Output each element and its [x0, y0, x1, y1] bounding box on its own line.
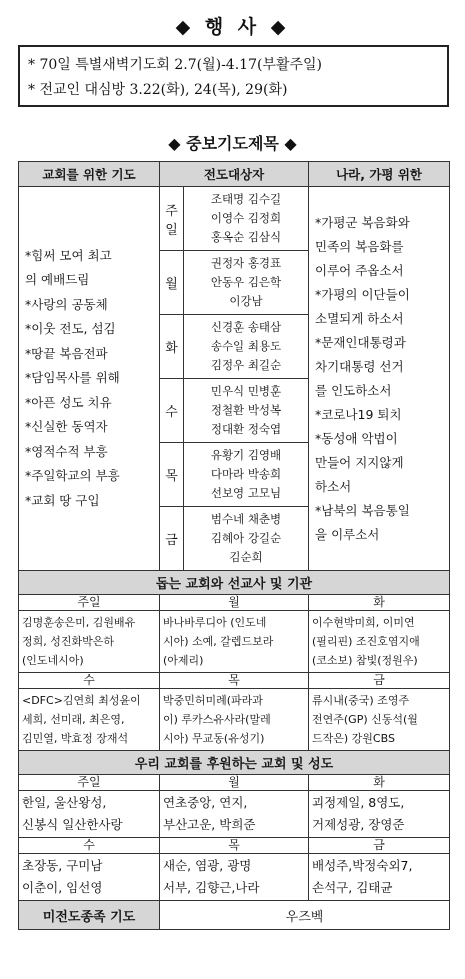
target-name-line: 선보영 고모님	[210, 486, 282, 500]
nation-prayer-item: 차기대통령 선거	[315, 358, 404, 374]
target-name-line: 이강남	[229, 294, 263, 308]
events-box	[18, 45, 449, 107]
supporter-line: 괴정제일, 8영도,	[312, 795, 405, 810]
supporter-cell	[309, 791, 450, 838]
missions-title: 돕는 교회와 선교사 및 기관	[19, 571, 450, 595]
target-name-line: 송수일 최용도	[210, 339, 282, 353]
nation-prayer-item: 를 인도하소서	[315, 382, 392, 398]
mission-line: 시아) 소예, 갈렙드보라	[163, 635, 274, 648]
mission-cell	[309, 611, 450, 673]
supporter-line: 서부, 김향근,나라	[163, 880, 260, 895]
church-prayer-item: *담임목사를 위해	[25, 370, 120, 386]
prayer-table	[18, 161, 450, 930]
day-subheader: 화	[309, 595, 450, 611]
target-name-line: 정대환 정숙엽	[210, 422, 282, 436]
target-names	[184, 443, 309, 507]
col-nation-header: 나라, 가평 위한	[309, 162, 450, 187]
church-prayer-item: *주일학교의 부흥	[25, 468, 120, 484]
nation-prayer-item: *동성애 악법이	[315, 430, 398, 446]
supporter-line: 이춘이, 임선영	[22, 880, 103, 895]
day-subheader: 주일	[19, 775, 160, 791]
supporter-cell	[19, 791, 160, 838]
mission-line: 세희, 선미래, 최은영,	[22, 713, 125, 726]
mission-line: 이) 루카스유사라(말레	[163, 713, 271, 726]
mission-line: 바나바루디아 (인도네	[163, 616, 267, 629]
day-subheader: 금	[309, 673, 450, 689]
day-subheader: 금	[309, 838, 450, 854]
supporter-line: 거제성광, 장영준	[312, 817, 405, 832]
supporter-line: 배성주,박정숙외7,	[312, 858, 413, 873]
target-name-line: 권정자 홍경표	[210, 256, 282, 270]
supporter-line: 손석구, 김태균	[312, 880, 393, 895]
nation-prayer-item: 만들어 지지않게	[315, 454, 404, 470]
mission-line: 정희, 성진화박은하	[22, 635, 115, 648]
mission-cell	[19, 689, 160, 751]
mission-cell	[160, 611, 309, 673]
church-prayer-item: 의 예배드림	[25, 272, 90, 288]
nation-prayer-item: 하소서	[315, 478, 352, 494]
day-subheader: 화	[309, 775, 450, 791]
unreached-value: 우즈벡	[160, 901, 450, 930]
mission-line: (아제리)	[163, 654, 204, 667]
church-prayer-item: *사랑의 공동체	[25, 296, 108, 312]
church-prayer-item: *아픈 성도 치유	[25, 394, 112, 410]
mission-line: 드작은) 강원CBS	[312, 732, 395, 745]
mission-line: (인도네시아)	[22, 654, 84, 667]
mission-line: 김민열, 박효정 장재석	[22, 732, 129, 745]
target-names	[184, 507, 309, 571]
supporter-line: 연초중앙, 연지,	[163, 795, 248, 810]
target-name-line: 김정우 최길순	[210, 358, 282, 372]
day-subheader: 주일	[19, 595, 160, 611]
target-name-line: 범수네 채춘병	[210, 512, 282, 526]
mission-line: 이수현박미희, 이미연	[312, 616, 415, 629]
day-label: 월	[160, 251, 184, 315]
mission-line: 류시내(중국) 조영주	[312, 694, 410, 707]
church-prayer-item: *힘써 모여 최고	[25, 247, 112, 263]
day-subheader: 월	[160, 595, 309, 611]
supporters-title: 우리 교회를 후원하는 교회 및 성도	[19, 751, 450, 775]
target-name-line: 김순희	[229, 550, 263, 564]
target-name-line: 홍옥순 김삼식	[210, 230, 282, 244]
mission-cell	[160, 689, 309, 751]
target-names	[184, 379, 309, 443]
church-prayer-item: *이웃 전도, 섬김	[25, 321, 116, 337]
day-label: 목	[160, 443, 184, 507]
day-label: 화	[160, 315, 184, 379]
day-subheader: 목	[160, 673, 309, 689]
supporter-line: 초장동, 구미남	[22, 858, 103, 873]
target-name-line: 안동우 김은학	[210, 275, 282, 289]
day-label: 수	[160, 379, 184, 443]
supporter-cell	[160, 854, 309, 901]
event-line: * 전교인 대심방 3.22(화), 24(목), 29(화)	[28, 82, 288, 98]
supporter-line: 새순, 염광, 광명	[163, 858, 252, 873]
nation-prayer-item: *코로나19 퇴치	[315, 406, 402, 422]
day-label: 주 일	[160, 187, 184, 251]
nation-prayer-item: *남북의 복음통일	[315, 502, 410, 518]
target-name-line: 다마라 박송희	[210, 467, 282, 481]
target-name-line: 유황기 김영배	[210, 448, 282, 462]
nation-prayer-item: *문재인대통령과	[315, 334, 406, 350]
supporter-line: 부산고운, 박희준	[163, 817, 256, 832]
church-prayer-item: *신실한 동역자	[25, 419, 108, 435]
church-prayer-item: *영적수적 부흥	[25, 443, 108, 459]
target-name-line: 이영수 김정희	[210, 211, 282, 225]
target-name-line: 정철환 박성복	[210, 403, 282, 417]
mission-cell	[309, 689, 450, 751]
day-subheader: 수	[19, 838, 160, 854]
target-name-line: 신경훈 송태삼	[210, 320, 282, 334]
supporter-cell	[160, 791, 309, 838]
target-names	[184, 187, 309, 251]
mission-cell	[19, 611, 160, 673]
mission-line: 김명훈송은미, 김원배유	[22, 616, 136, 629]
col-targets-header: 전도대상자	[160, 162, 309, 187]
nation-prayer-list	[309, 187, 450, 571]
supporter-line: 한일, 울산왕성,	[22, 795, 107, 810]
day-subheader: 목	[160, 838, 309, 854]
mission-line: <DFC>김연희 최성윤이	[22, 694, 141, 707]
nation-prayer-item: *가평군 복음화와	[315, 214, 410, 230]
supporter-cell	[309, 854, 450, 901]
prayer-heading: ◆ 중보기도제목 ◆	[168, 134, 297, 153]
event-line: * 70일 특별새벽기도회 2.7(월)-4.17(부활주일)	[28, 57, 322, 73]
target-name-line: 조태명 김수길	[210, 192, 282, 206]
events-heading: ◆ 행 사 ◆	[175, 16, 290, 38]
church-prayer-item: *땅끝 복음전파	[25, 345, 108, 361]
unreached-label: 미전도종족 기도	[19, 901, 160, 930]
church-prayer-list	[19, 187, 160, 571]
target-names	[184, 251, 309, 315]
nation-prayer-item: 이루어 주옵소서	[315, 262, 404, 278]
target-name-line: 민우식 민병훈	[210, 384, 282, 398]
nation-prayer-item: 민족의 복음화를	[315, 238, 404, 254]
day-subheader: 월	[160, 775, 309, 791]
nation-prayer-item: 을 이루소서	[315, 526, 380, 542]
target-name-line: 김혜아 강길순	[210, 531, 282, 545]
mission-line: (코소보) 참빛(정원우)	[312, 654, 418, 667]
mission-line: (필리핀) 조진호염지애	[312, 635, 420, 648]
mission-line: 전연주(GP) 신동석(월	[312, 713, 418, 726]
mission-line: 시아) 무교동(유성기)	[163, 732, 265, 745]
nation-prayer-item: 소멸되게 하소서	[315, 310, 404, 326]
mission-line: 박중민허미례(파라과	[163, 694, 263, 707]
nation-prayer-item: *가평의 이단들이	[315, 286, 410, 302]
day-label: 금	[160, 507, 184, 571]
supporter-cell	[19, 854, 160, 901]
target-names	[184, 315, 309, 379]
church-prayer-item: *교회 땅 구입	[25, 492, 100, 508]
day-subheader: 수	[19, 673, 160, 689]
col-church-header: 교회를 위한 기도	[19, 162, 160, 187]
supporter-line: 신봉식 일산한사랑	[22, 817, 123, 832]
